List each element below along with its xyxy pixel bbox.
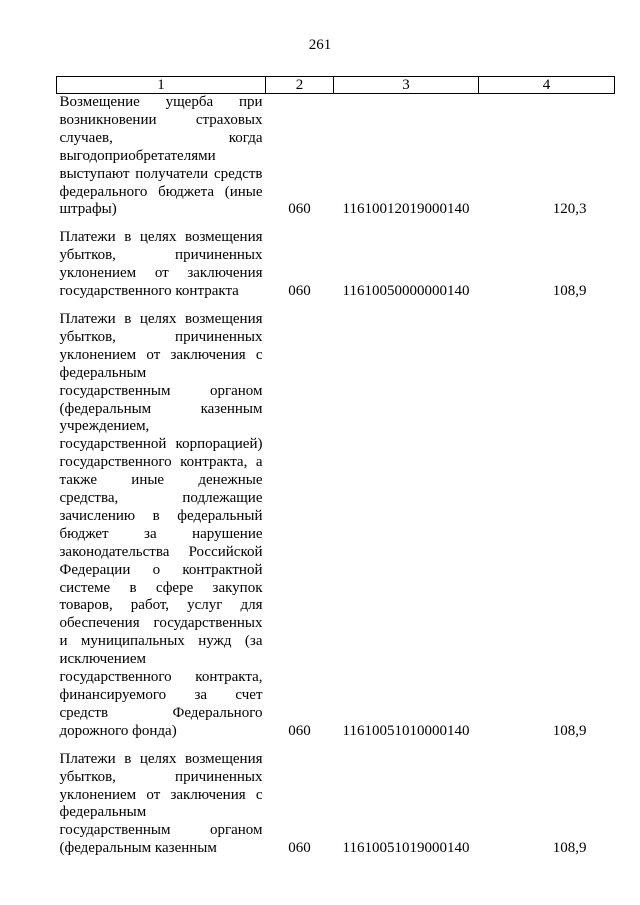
- description-line: убытков, причиненных: [59, 247, 263, 264]
- description-line: государственным органом: [59, 382, 263, 399]
- description-line: государственным органом: [59, 822, 263, 839]
- row-admin-code: 060: [288, 840, 311, 857]
- row-amount: 108,9: [552, 840, 587, 857]
- description-line: Федерации о контрактной: [59, 561, 263, 578]
- description-line: Платежи в целях возмещения: [59, 310, 263, 327]
- table-row: [57, 311, 615, 751]
- row-description: [57, 229, 266, 311]
- description-line: системе в сфере закупок: [59, 579, 263, 596]
- row-description: [57, 751, 266, 858]
- row-admin-code: 060: [288, 201, 311, 218]
- description-line: государственной корпорацией): [59, 436, 263, 453]
- description-line: Платежи в целях возмещения: [59, 229, 263, 246]
- description-line: случаев, когда: [59, 129, 263, 146]
- description-line: убытков, причиненных: [59, 768, 263, 785]
- description-line: государственного контракта, а: [59, 454, 263, 471]
- row-amount: 120,3: [552, 201, 587, 218]
- description-line: убытков, причиненных: [59, 328, 263, 345]
- description-line: возникновении страховых: [59, 111, 263, 128]
- description-line: выгодоприобретателями: [59, 147, 216, 164]
- table-row: [57, 751, 615, 858]
- description-line: также иные денежные: [59, 472, 263, 489]
- row-description: [57, 311, 266, 751]
- description-line: штрафы): [59, 201, 117, 218]
- description-line: исключением: [59, 651, 146, 668]
- description-line: зачислению в федеральный: [59, 507, 263, 524]
- description-line: выступают получатели средств: [59, 165, 263, 182]
- budget-table: [56, 76, 615, 858]
- description-line: бюджет за нарушение: [59, 525, 263, 542]
- row-amount: 108,9: [552, 283, 587, 300]
- row-budget-code: 11610012019000140: [342, 201, 470, 218]
- description-line: учреждением,: [59, 418, 150, 435]
- column-header-2: 2: [266, 77, 334, 94]
- description-line: (федеральным казенным: [59, 400, 263, 417]
- description-line: финансируемого за счет: [59, 687, 263, 703]
- description-line: уклонением от заключения с: [59, 786, 263, 803]
- row-budget-code: 11610050000000140: [342, 283, 470, 300]
- page-number: 261: [308, 37, 332, 53]
- description-line: обеспечения государственных: [59, 615, 263, 632]
- description-line: уклонением от заключения: [59, 265, 263, 282]
- description-line: федеральным: [59, 804, 147, 821]
- row-description: [57, 94, 266, 230]
- description-line: средства, подлежащие: [59, 490, 263, 507]
- description-line: и муниципальных нужд (за: [59, 633, 263, 650]
- column-header-3: 3: [334, 77, 479, 94]
- description-line: федерального бюджета (иные: [59, 183, 263, 200]
- column-header-1: 1: [57, 77, 266, 94]
- row-amount: 108,9: [552, 722, 587, 739]
- column-header-4: 4: [479, 77, 615, 94]
- table-row: [57, 94, 615, 230]
- row-admin-code: 060: [288, 722, 311, 739]
- description-line: государственного контракта,: [59, 669, 263, 686]
- row-admin-code: 060: [288, 283, 311, 300]
- table-header-row: [57, 77, 615, 94]
- description-line: товаров, работ, услуг для: [59, 597, 263, 614]
- description-line: (федеральным казенным: [59, 840, 217, 857]
- description-line: дорожного фонда): [59, 722, 177, 739]
- description-line: Платежи в целях возмещения: [59, 750, 263, 767]
- description-line: государственного контракта: [59, 283, 239, 300]
- row-budget-code: 11610051010000140: [342, 722, 470, 739]
- table-row: [57, 229, 615, 311]
- description-line: Возмещение ущерба при: [59, 94, 263, 110]
- description-line: федеральным: [59, 364, 147, 381]
- description-line: средств Федерального: [59, 704, 263, 721]
- description-line: законодательства Российской: [59, 543, 263, 560]
- row-budget-code: 11610051019000140: [342, 840, 470, 857]
- description-line: уклонением от заключения с: [59, 346, 263, 363]
